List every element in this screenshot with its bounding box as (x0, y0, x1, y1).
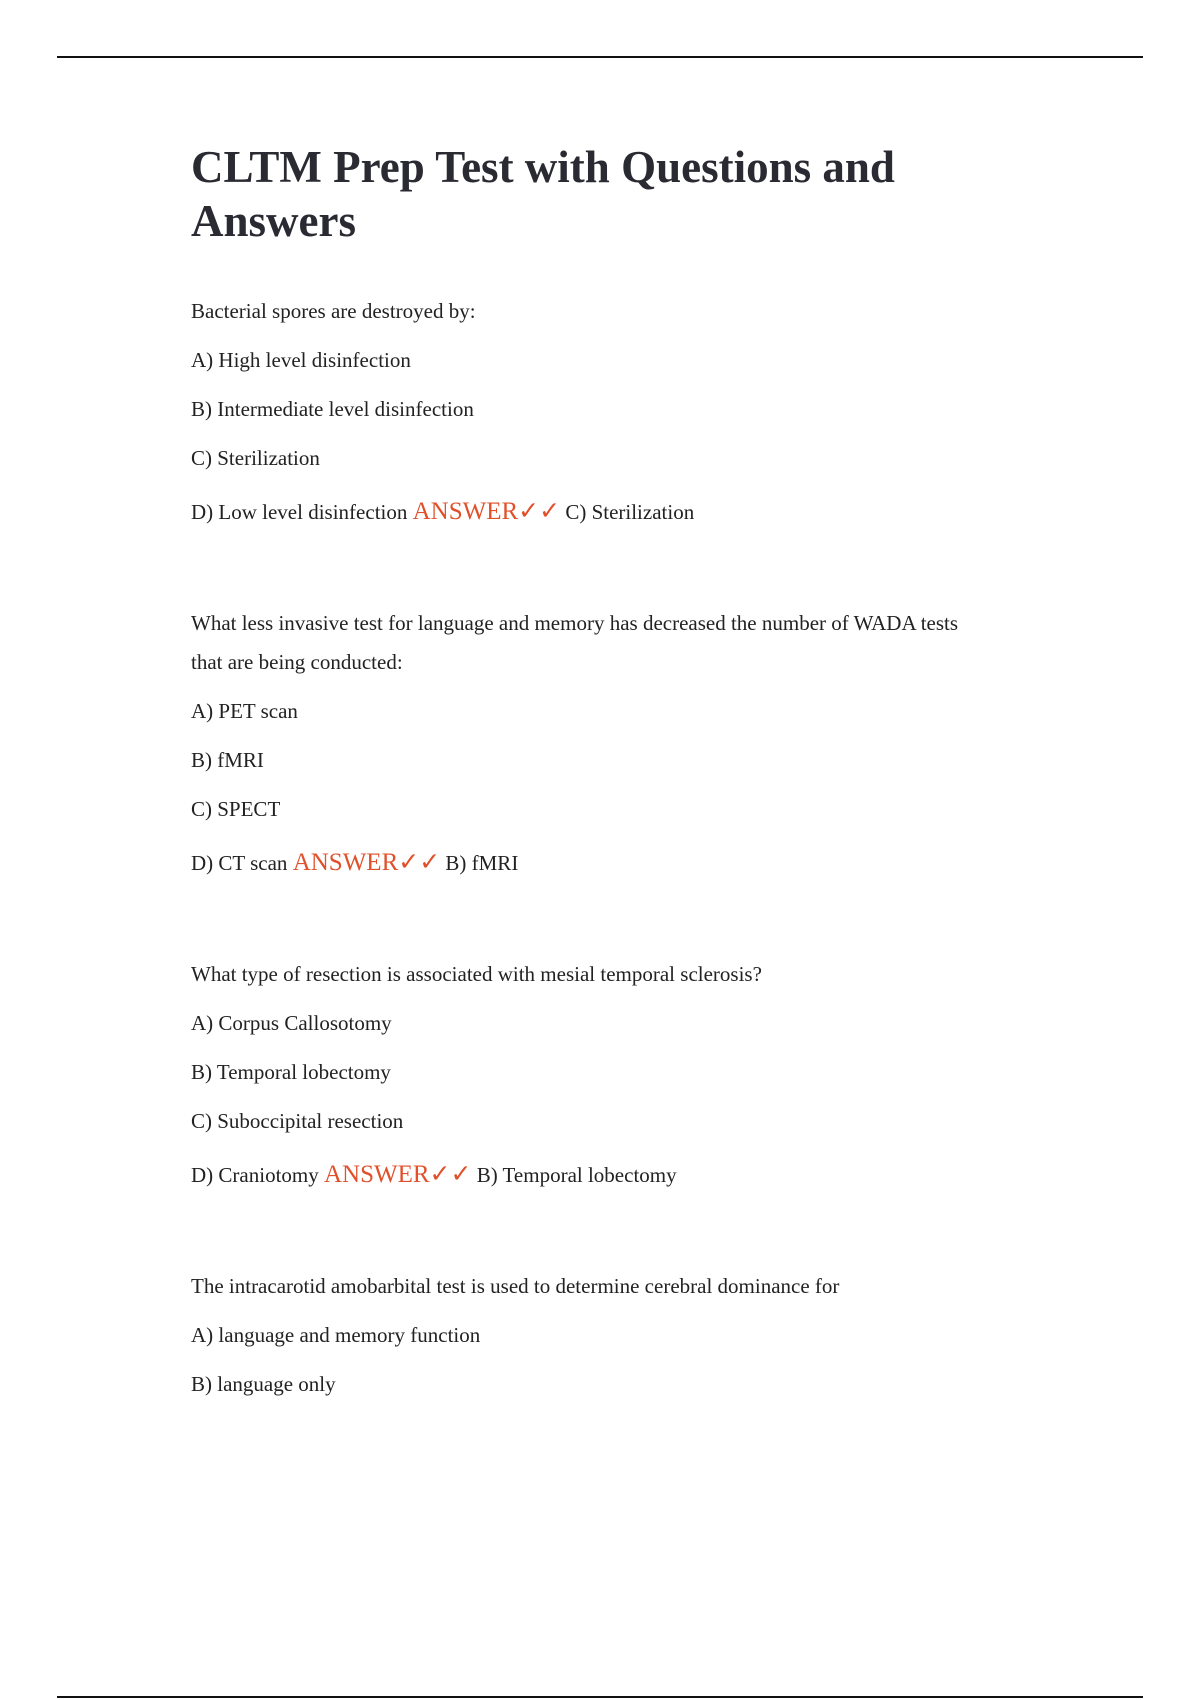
answer-value: B) fMRI (445, 851, 519, 875)
question-text (191, 604, 1071, 682)
title-line-1: CLTM Prep Test with Questions and (191, 142, 895, 192)
answer-value: B) Temporal lobectomy (476, 1163, 677, 1187)
option-d-with-answer (191, 1155, 1071, 1195)
answer-value: C) Sterilization (565, 500, 695, 524)
option-b: B) fMRI (191, 748, 264, 772)
footer-rule (57, 1696, 1143, 1698)
header-rule (57, 56, 1143, 58)
option-c: C) Sterilization (191, 446, 320, 470)
option-a: A) High level disinfection (191, 348, 411, 372)
question-4 (191, 1267, 1071, 1404)
option-d: D) CT scan (191, 851, 288, 875)
document-body (191, 140, 1071, 1404)
option-d: D) Low level disinfection (191, 500, 408, 524)
question-text: What type of resection is associated with mesial temporal sclerosis? (191, 962, 762, 986)
answer-label: ANSWER✓✓ (412, 498, 561, 525)
option-b: B) language only (191, 1372, 336, 1396)
option-d: D) Craniotomy (191, 1163, 319, 1187)
question-2 (191, 604, 1071, 883)
option-a: A) language and memory function (191, 1323, 481, 1347)
document-title (191, 140, 1071, 248)
question-text-line-1: What less invasive test for language and memory has decreased the number of WADA tests (191, 611, 959, 635)
question-text: Bacterial spores are destroyed by: (191, 299, 476, 323)
question-text: The intracarotid amobarbital test is used to determine cerebral dominance for (191, 1274, 840, 1298)
answer-label: ANSWER✓✓ (323, 1161, 472, 1188)
option-a: A) PET scan (191, 699, 298, 723)
question-text-line-2: that are being conducted: (191, 650, 403, 674)
question-3 (191, 955, 1071, 1195)
option-d-with-answer (191, 843, 1071, 883)
option-d-with-answer (191, 492, 1071, 532)
option-c: C) Suboccipital resection (191, 1109, 404, 1133)
answer-label: ANSWER✓✓ (292, 849, 441, 876)
option-a: A) Corpus Callosotomy (191, 1011, 392, 1035)
title-line-2: Answers (191, 196, 356, 246)
option-b: B) Temporal lobectomy (191, 1060, 391, 1084)
option-c: C) SPECT (191, 797, 281, 821)
option-b: B) Intermediate level disinfection (191, 397, 474, 421)
question-1 (191, 292, 1071, 532)
